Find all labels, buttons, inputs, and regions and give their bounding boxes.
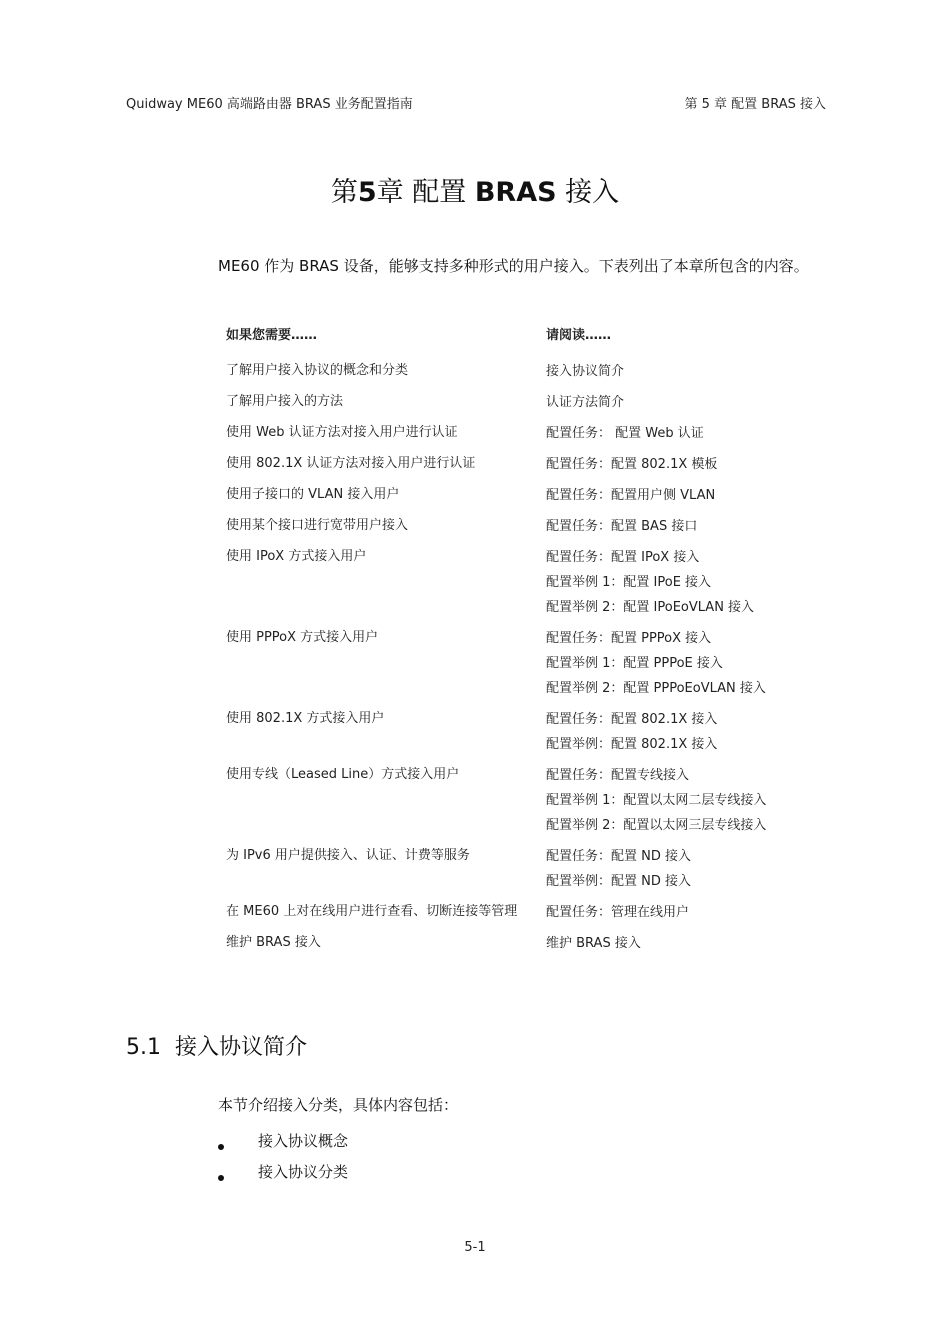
need-cell: 维护 BRAS 接入 bbox=[226, 935, 321, 950]
bullet-icon bbox=[218, 1175, 224, 1181]
chapter-bold-term: BRAS bbox=[474, 177, 557, 208]
header-read: 请阅读…… bbox=[546, 328, 612, 343]
read-link-text: 认证方法简介 bbox=[546, 395, 625, 410]
read-cell bbox=[540, 356, 820, 387]
need-cell: 了解用户接入的方法 bbox=[226, 394, 344, 409]
header-chapter-title: 第 5 章 配置 BRAS 接入 bbox=[684, 97, 826, 112]
read-cell bbox=[540, 387, 820, 418]
chapter-prefix: 第 bbox=[330, 177, 358, 208]
read-link-text: 配置任务：配置 PPPoX 接入 bbox=[546, 631, 712, 646]
bullet-text: 接入协议概念 bbox=[258, 1132, 349, 1150]
read-cell bbox=[540, 623, 820, 704]
table-row bbox=[220, 928, 820, 959]
need-cell: 使用 IPoX 方式接入用户 bbox=[226, 549, 367, 564]
section-intro: 本节介绍接入分类，具体内容包括： bbox=[218, 1096, 459, 1114]
bullet-icon bbox=[218, 1144, 224, 1150]
header-need: 如果您需要…… bbox=[226, 328, 318, 343]
read-link-text: 配置举例 2：配置 IPoEoVLAN 接入 bbox=[546, 600, 755, 615]
need-cell: 使用 802.1X 方式接入用户 bbox=[226, 711, 385, 726]
table-row bbox=[220, 760, 820, 841]
need-cell: 使用某个接口进行宽带用户接入 bbox=[226, 518, 409, 533]
read-cell bbox=[540, 480, 820, 511]
list-item bbox=[218, 1130, 348, 1161]
need-cell: 使用专线（Leased Line）方式接入用户 bbox=[226, 767, 460, 782]
section-title bbox=[126, 1030, 307, 1061]
read-link-text: 配置任务：配置 BAS 接口 bbox=[546, 519, 698, 534]
page-header bbox=[126, 93, 826, 112]
table-row bbox=[220, 623, 820, 704]
table-row bbox=[220, 841, 820, 897]
need-cell: 了解用户接入协议的概念和分类 bbox=[226, 363, 409, 378]
read-cell bbox=[540, 704, 820, 760]
chapter-suffix: 章 配置 bbox=[376, 177, 467, 208]
table-row bbox=[220, 897, 820, 928]
table-row bbox=[220, 449, 820, 480]
read-link-text: 配置任务： 配置 Web 认证 bbox=[546, 426, 704, 441]
read-cell bbox=[540, 760, 820, 841]
read-link-text: 配置任务：配置专线接入 bbox=[546, 768, 690, 783]
need-cell: 使用 802.1X 认证方法对接入用户进行认证 bbox=[226, 456, 476, 471]
need-cell: 在 ME60 上对在线用户进行查看、切断连接等管理 bbox=[226, 904, 518, 919]
read-cell bbox=[540, 511, 820, 542]
chapter-title bbox=[0, 170, 950, 209]
read-link-text: 维护 BRAS 接入 bbox=[546, 936, 641, 951]
table-row bbox=[220, 418, 820, 449]
section-number: 5.1 bbox=[126, 1035, 161, 1060]
read-cell bbox=[540, 841, 820, 897]
read-cell bbox=[540, 418, 820, 449]
read-cell bbox=[540, 897, 820, 928]
page-number: 5-1 bbox=[464, 1240, 486, 1255]
bullet-text: 接入协议分类 bbox=[258, 1163, 349, 1181]
need-cell: 为 IPv6 用户提供接入、认证、计费等服务 bbox=[226, 848, 470, 863]
read-link-text: 配置任务：配置用户侧 VLAN bbox=[546, 488, 716, 503]
read-cell bbox=[540, 928, 820, 959]
table-header-row bbox=[220, 318, 820, 356]
read-link-text: 配置举例 1：配置 IPoE 接入 bbox=[546, 575, 712, 590]
list-item bbox=[218, 1161, 348, 1192]
need-cell: 使用 PPPoX 方式接入用户 bbox=[226, 630, 379, 645]
section-bullet-list bbox=[218, 1130, 348, 1192]
table-row bbox=[220, 511, 820, 542]
read-link-text: 接入协议简介 bbox=[546, 364, 625, 379]
read-link-text: 配置举例 2：配置 PPPoEoVLAN 接入 bbox=[546, 681, 766, 696]
table-row bbox=[220, 356, 820, 387]
read-link-text: 配置任务：配置 802.1X 模板 bbox=[546, 457, 718, 472]
chapter-guide-table bbox=[220, 318, 820, 959]
read-link-text: 配置任务：配置 IPoX 接入 bbox=[546, 550, 700, 565]
read-cell bbox=[540, 542, 820, 623]
chapter-intro: ME60 作为 BRAS 设备，能够支持多种形式的用户接入。下表列出了本章所包含的内容。 bbox=[218, 257, 809, 275]
read-link-text: 配置任务：配置 ND 接入 bbox=[546, 849, 691, 864]
table-body bbox=[220, 356, 820, 959]
chapter-number: 5 bbox=[357, 177, 377, 208]
read-link-text: 配置任务：配置 802.1X 接入 bbox=[546, 712, 718, 727]
table-row bbox=[220, 704, 820, 760]
read-link-text: 配置举例 1：配置 PPPoE 接入 bbox=[546, 656, 723, 671]
read-link-text: 配置举例：配置 ND 接入 bbox=[546, 874, 691, 889]
read-link-text: 配置任务：管理在线用户 bbox=[546, 905, 690, 920]
read-link-text: 配置举例 1：配置以太网二层专线接入 bbox=[546, 793, 767, 808]
section-heading: 接入协议简介 bbox=[175, 1035, 308, 1060]
read-link-text: 配置举例 2：配置以太网三层专线接入 bbox=[546, 818, 767, 833]
table-row bbox=[220, 480, 820, 511]
read-link-text: 配置举例：配置 802.1X 接入 bbox=[546, 737, 718, 752]
chapter-tail: 接入 bbox=[556, 177, 620, 208]
read-cell bbox=[540, 449, 820, 480]
table-row bbox=[220, 387, 820, 418]
need-cell: 使用子接口的 VLAN 接入用户 bbox=[226, 487, 400, 502]
table-row bbox=[220, 542, 820, 623]
header-document-title: Quidway ME60 高端路由器 BRAS 业务配置指南 bbox=[126, 97, 413, 112]
need-cell: 使用 Web 认证方法对接入用户进行认证 bbox=[226, 425, 458, 440]
